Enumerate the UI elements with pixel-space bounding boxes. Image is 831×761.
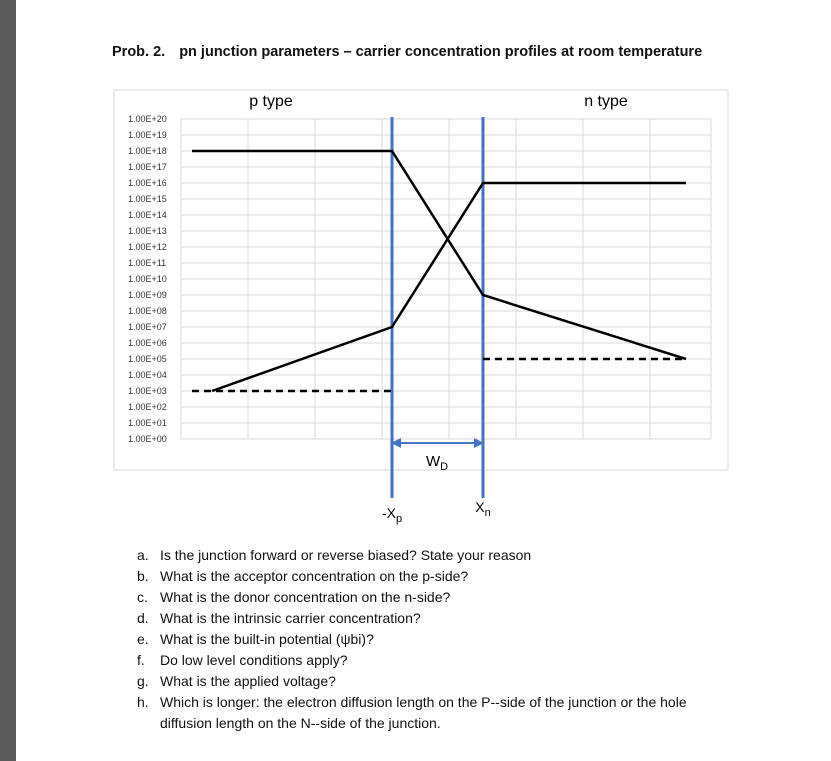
question-letter: f.: [137, 652, 145, 668]
y-tick-label: 1.00E+19: [128, 130, 167, 140]
xn-subscript: n: [484, 507, 491, 519]
question-letter: e.: [137, 631, 149, 647]
y-tick-label: 1.00E+15: [128, 194, 167, 204]
question-text: What is the donor concentration on the n-side?: [160, 589, 451, 605]
y-tick-label: 1.00E+03: [128, 386, 167, 396]
problem-title-text: pn junction parameters – carrier concentration profiles at room temperature: [179, 44, 703, 60]
y-tick-label: 1.00E+17: [128, 162, 167, 172]
question-text: Is the junction forward or reverse biased? State your reason: [160, 547, 532, 563]
question-item: [137, 650, 700, 671]
question-text: Which is longer: the electron diffusion length on the P--side of the junction or the hole diffusion length on the N--side of the junction.: [160, 694, 687, 731]
y-tick-label: 1.00E+12: [128, 242, 167, 252]
y-tick-label: 1.00E+18: [128, 146, 167, 156]
p-type-label: p type: [249, 93, 293, 110]
n-type-label: n type: [584, 93, 628, 110]
question-letter: a.: [137, 547, 149, 563]
question-letter: h.: [137, 694, 149, 710]
question-letter: d.: [137, 610, 149, 626]
question-item: [137, 566, 700, 587]
y-tick-label: 1.00E+13: [128, 226, 167, 236]
question-text: What is the acceptor concentration on the p-side?: [160, 568, 469, 584]
y-tick-label: 1.00E+05: [128, 354, 167, 364]
xn-label: $X_n$: [475, 499, 491, 519]
y-tick-label: 1.00E+01: [128, 418, 167, 428]
y-tick-label: 1.00E+00: [128, 434, 167, 444]
y-tick-label: 1.00E+16: [128, 178, 167, 188]
question-item: [137, 692, 700, 734]
question-item: [137, 545, 700, 566]
y-tick-label: 1.00E+11: [128, 258, 167, 268]
y-axis-ticks: [128, 114, 167, 444]
chart-grid: [181, 119, 711, 439]
question-letter: b.: [137, 568, 149, 584]
y-tick-label: 1.00E+06: [128, 338, 167, 348]
depletion-width-subscript: D: [440, 461, 449, 473]
question-item: [137, 608, 700, 629]
question-item: [137, 671, 700, 692]
question-text: What is the applied voltage?: [160, 673, 336, 689]
y-tick-label: 1.00E+07: [128, 322, 167, 332]
question-text: Do low level conditions apply?: [160, 652, 348, 668]
question-text: What is the built-in potential (ψbi)?: [160, 631, 374, 647]
question-list: [137, 545, 700, 734]
y-tick-label: 1.00E+04: [128, 370, 167, 380]
minus-xp-label: $-X_p$: [381, 505, 403, 525]
depletion-width-text: W: [425, 453, 441, 470]
question-letter: c.: [137, 589, 148, 605]
question-text: What is the intrinsic carrier concentration?: [160, 610, 421, 626]
question-letter: g.: [137, 673, 149, 689]
y-tick-label: 1.00E+14: [128, 210, 167, 220]
minus-xp-subscript: p: [395, 513, 403, 525]
y-tick-label: 1.00E+09: [128, 290, 167, 300]
question-item: [137, 587, 700, 608]
y-tick-label: 1.00E+20: [128, 114, 167, 124]
question-item: [137, 629, 700, 650]
problem-number: Prob. 2.: [112, 44, 166, 60]
y-tick-label: 1.00E+10: [128, 274, 167, 284]
y-tick-label: 1.00E+08: [128, 306, 167, 316]
y-tick-label: 1.00E+02: [128, 402, 167, 412]
